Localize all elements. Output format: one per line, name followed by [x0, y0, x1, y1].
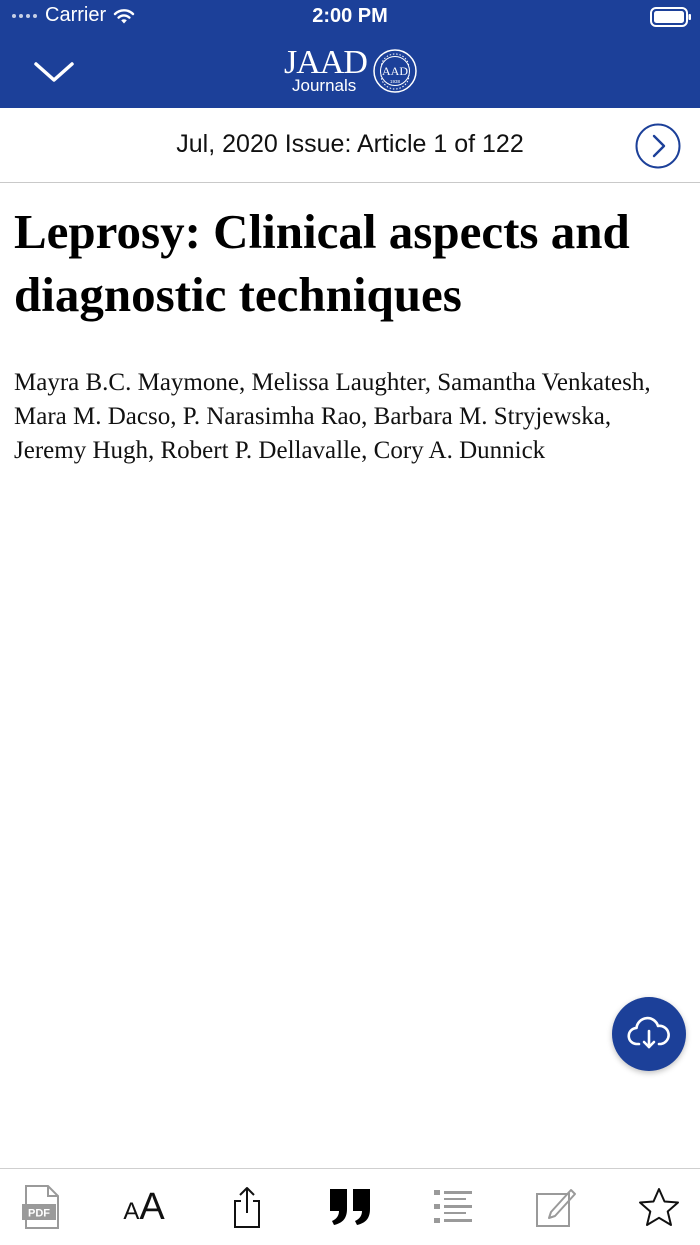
jaad-journals-logo: [284, 44, 424, 100]
article-authors: Mayra B.C. Maymone, Melissa Laughter, Samantha Venkatesh, Mara M. Dacso, P. Narasimha Rao, Barbara M. Stryjewska, Jeremy Hugh, Robert P. Dellavalle, Cory A. Dunnick: [14, 369, 651, 464]
share-button[interactable]: [223, 1183, 271, 1231]
issue-article-counter: Jul, 2020 Issue: Article 1 of 122: [176, 130, 524, 158]
cite-button[interactable]: [326, 1183, 374, 1231]
download-button[interactable]: [612, 997, 686, 1071]
list-icon: [432, 1187, 474, 1227]
star-icon: [638, 1186, 680, 1228]
pdf-label: PDF: [28, 1207, 50, 1220]
cloud-download-icon: [627, 1016, 671, 1052]
chevron-down-icon[interactable]: [30, 54, 78, 88]
pdf-button[interactable]: [18, 1183, 66, 1231]
font-size-icon: AA: [123, 1186, 165, 1228]
bottom-toolbar: [0, 1168, 700, 1245]
seal-text: AAD: [382, 64, 408, 78]
aad-seal-icon: [372, 48, 418, 94]
battery-icon: [650, 7, 692, 27]
status-bar: [0, 0, 700, 34]
article-header: [14, 200, 686, 468]
issue-bar: [0, 108, 700, 183]
seal-year: 1938: [389, 79, 401, 84]
carrier-label: Carrier: [45, 4, 107, 26]
outline-button[interactable]: [429, 1183, 477, 1231]
bookmark-button[interactable]: [635, 1183, 683, 1231]
edit-note-icon: [534, 1185, 578, 1229]
share-icon: [229, 1185, 265, 1229]
font-size-button[interactable]: [120, 1183, 168, 1231]
status-time: 2:00 PM: [312, 5, 388, 27]
article-title: Leprosy: Clinical aspects and diagnostic techniques: [14, 204, 630, 322]
quote-icon: [327, 1187, 373, 1227]
navigation-bar: [0, 34, 700, 108]
notes-button[interactable]: [532, 1183, 580, 1231]
chevron-right-circle-icon[interactable]: [635, 123, 681, 169]
logo-sub-text: Journals: [292, 76, 357, 95]
pdf-icon: [20, 1184, 64, 1230]
logo-main-text: JAAD: [284, 44, 367, 81]
